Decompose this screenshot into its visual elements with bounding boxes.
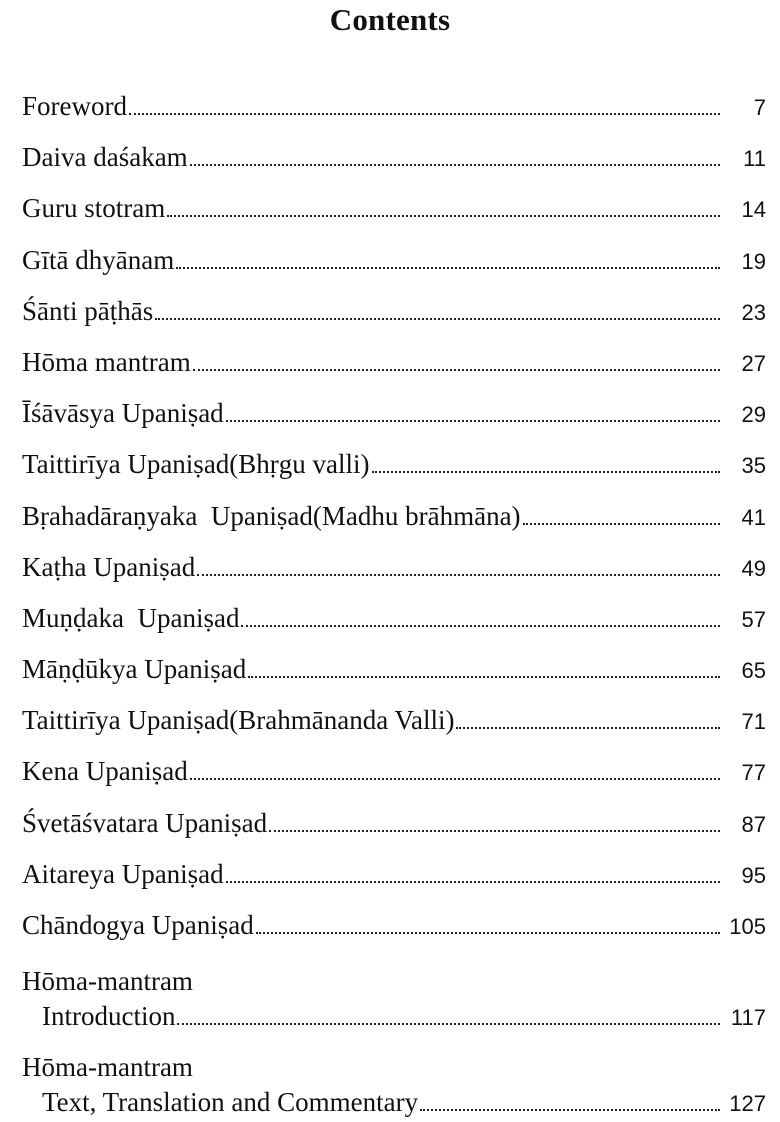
dot-leader [197, 574, 720, 576]
toc-entry [22, 342, 766, 393]
toc-page-number: 117 [730, 1005, 766, 1031]
toc-entry-label: Hōma mantram [22, 346, 191, 377]
toc-page-number: 41 [741, 504, 766, 530]
toc-page-number: 77 [741, 760, 766, 786]
toc-entry [22, 598, 766, 649]
toc-entry [22, 86, 766, 137]
toc-entry-label: Īśāvāsya Upaniṣad [22, 398, 224, 429]
toc-entry-label: Kaṭha Upaniṣad [22, 551, 196, 582]
toc-entry [22, 496, 766, 547]
dot-leader [523, 523, 720, 525]
toc-entry-label: Muṇḍaka Upaniṣad [22, 602, 240, 633]
toc-entry-label: Daiva daśakam [22, 142, 188, 173]
toc-page-number: 29 [741, 402, 766, 428]
toc-entry-label: Kena Upaniṣad [22, 756, 188, 787]
toc-entry [22, 854, 766, 905]
toc-sub-entry-label: Introduction [42, 1001, 176, 1032]
toc-page-number: 19 [741, 248, 766, 274]
toc-entry [22, 188, 766, 239]
toc-group [22, 1050, 766, 1122]
toc-page-number: 35 [741, 453, 766, 479]
toc-entry [22, 803, 766, 854]
dot-leader [248, 676, 720, 678]
dot-leader [226, 881, 720, 883]
toc-sub-entry-label: Text, Translation and Commentary [42, 1087, 419, 1118]
toc-page-number: 14 [741, 197, 766, 223]
dot-leader [269, 830, 720, 832]
toc-page-number: 11 [743, 146, 766, 172]
toc-entry [22, 547, 766, 598]
dot-leader [190, 164, 720, 166]
toc-entry-label: Taittirīya Upaniṣad(Brahmānanda Valli) [22, 705, 455, 736]
toc-entry [22, 291, 766, 342]
dot-leader [420, 1109, 720, 1111]
toc-sub-entry [22, 998, 766, 1036]
dot-leader [226, 420, 720, 422]
toc-page-number: 127 [729, 1091, 766, 1117]
toc-entry [22, 137, 766, 188]
toc-group-heading: Hōma-mantram [22, 966, 193, 997]
toc-group-heading: Hōma-mantram [22, 1052, 193, 1083]
toc-page-number: 23 [741, 299, 766, 325]
toc-entry [22, 240, 766, 291]
dot-leader [456, 727, 720, 729]
toc-entry [22, 649, 766, 700]
toc-entry-label: Foreword [22, 91, 127, 121]
dot-leader [372, 471, 720, 473]
toc-page-number: 57 [741, 606, 766, 632]
toc-entry [22, 751, 766, 802]
toc-entry-label: Chāndogya Upaniṣad [22, 910, 254, 940]
dot-leader [155, 318, 720, 320]
table-of-contents [22, 86, 766, 1122]
toc-group [22, 964, 766, 1036]
toc-sub-entry [22, 1084, 766, 1122]
dot-leader [176, 267, 720, 269]
toc-entry [22, 444, 766, 495]
toc-entry [22, 905, 766, 956]
page-title: Contents [329, 2, 451, 37]
toc-entry-label: Bṛahadāraṇyaka Upaniṣad(Madhu brāhmāna) [22, 500, 521, 531]
dot-leader [256, 932, 720, 934]
toc-entry-label: Guru stotram [22, 193, 166, 224]
toc-page-number: 71 [741, 709, 766, 735]
dot-leader [129, 113, 720, 115]
toc-page-number: 95 [741, 862, 766, 888]
dot-leader [241, 625, 720, 627]
toc-page-number: 87 [741, 811, 766, 837]
toc-page-number: 49 [741, 555, 766, 581]
toc-entry-label: Śānti pāṭhās [22, 295, 154, 326]
dot-leader [193, 369, 720, 371]
dot-leader [190, 778, 720, 780]
toc-page-number: 65 [741, 658, 766, 684]
toc-entry-label: Gītā dhyānam [22, 244, 175, 275]
dot-leader [167, 215, 720, 217]
toc-entry-label: Aitareya Upaniṣad [22, 858, 224, 889]
toc-entry [22, 700, 766, 751]
dot-leader [177, 1023, 720, 1025]
toc-page-number: 105 [729, 914, 766, 939]
toc-entry [22, 393, 766, 444]
toc-entry-label: Māṇḍūkya Upaniṣad [22, 654, 247, 685]
toc-entry-label: Taittirīya Upaniṣad(Bhṛgu valli) [22, 449, 370, 480]
toc-page-number: 7 [753, 95, 766, 120]
toc-entry-label: Śvetāśvatara Upaniṣad [22, 807, 268, 838]
toc-page-number: 27 [741, 350, 766, 376]
